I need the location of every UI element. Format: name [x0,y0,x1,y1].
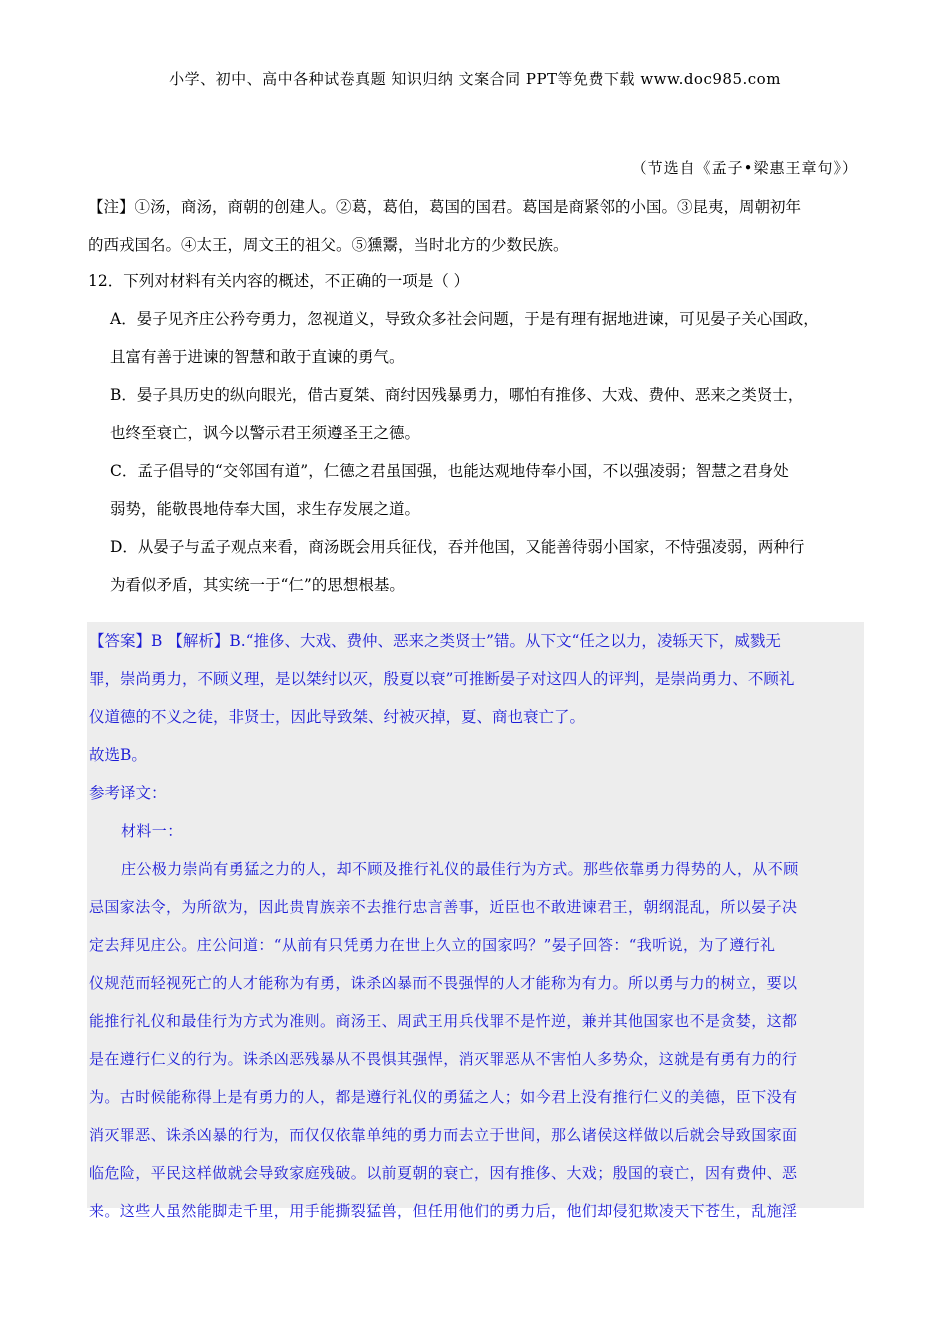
translation-heading: 参考译文： [89,784,167,802]
note-line-1: 【注】①汤，商汤，商朝的创建人。②葛，葛伯，葛国的国君。葛国是商紧邻的小国。③昆夷，周朝初年 [88,198,802,216]
option-b-line-1: B．晏子具历史的纵向眼光，借古夏桀、商纣因残暴勇力，哪怕有推侈、大戏、费仲、恶来之类贤士， [110,386,804,404]
page-header: 小学、初中、高中各种试卷真题 知识归纳 文案合同 PPT等免费下载 www.doc985.com [169,70,781,88]
question-stem: 12．下列对材料有关内容的概述，不正确的一项是（ ） [88,272,470,290]
answer-line: 仪道德的不义之徒，非贤士，因此导致桀、纣被灭掉，夏、商也衰亡了。 [89,708,586,726]
answer-line: 【答案】B 【解析】B.“推侈、大戏、费仲、恶来之类贤士”错。从下文“任之以力，凌轹天下，威戮无 [89,632,781,650]
option-a-line-2: 且富有善于进谏的智慧和敢于直谏的勇气。 [110,348,405,366]
translation-line: 为。古时候能称得上是有勇力的人，都是遵行礼仪的勇猛之人；如今君上没有推行仁义的美德，臣下没有 [89,1088,798,1106]
option-d-line-2: 为看似矛盾，其实统一于“仁”的思想根基。 [110,576,405,594]
material-title: 材料一： [121,822,183,840]
translation-line: 定去拜见庄公。庄公问道：“从前有只凭勇力在世上久立的国家吗？”晏子回答：“我听说，为了遵行礼 [89,936,776,954]
source-citation: （节选自《孟子•梁惠王章句》） [631,159,858,177]
option-b [88,376,878,452]
translation-line: 消灭罪恶、诛杀凶暴的行为，而仅仅依靠单纯的勇力而去立于世间，那么诸侯这样做以后就会导致国家面 [89,1126,798,1144]
translation-line: 能推行礼仪和最佳行为方式为准则。商汤王、周武王用兵伐罪不是忤逆，兼并其他国家也不是贪婪，这都 [89,1012,798,1030]
translation-line: 来。这些人虽然能脚走千里，用手能撕裂猛兽，但任用他们的勇力后，他们却侵犯欺凌天下苍生，乱施淫 [89,1202,798,1220]
option-b-line-2: 也终至衰亡，讽今以警示君王须遵圣王之德。 [110,424,421,442]
note-line-2: 的西戎国名。④太王，周文王的祖父。⑤獯鬻，当时北方的少数民族。 [88,236,569,254]
answer-line: 罪，崇尚勇力，不顾义理，是以桀纣以灭，殷夏以衰”可推断晏子对这四人的评判，是崇尚勇力、不顾礼 [89,670,795,688]
translation-line: 临危险，平民这样做就会导致家庭残破。以前夏朝的衰亡，因有推侈、大戏；殷国的衰亡，因有费仲、恶 [89,1164,798,1182]
translation-line: 是在遵行仁义的行为。诛杀凶恶残暴从不畏惧其强悍，消灭罪恶从不害怕人多势众，这就是有勇有力的行 [89,1050,798,1068]
option-d-line-1: D．从晏子与孟子观点来看，商汤既会用兵征伐，吞并他国，又能善待弱小国家，不恃强凌弱，两种行 [110,538,805,556]
option-a-line-1: A．晏子见齐庄公矜夸勇力，忽视道义，导致众多社会问题，于是有理有据地进谏，可见晏子关心国政， [110,310,819,328]
annotation-note [88,188,868,264]
option-c-line-2: 弱势，能敬畏地侍奉大国，求生存发展之道。 [110,500,421,518]
translation-line: 仪规范而轻视死亡的人才能称为有勇，诛杀凶暴而不畏强悍的人才能称为有力。所以勇与力的树立，要以 [89,974,798,992]
option-d [88,528,878,604]
question-12 [88,262,878,604]
option-c-line-1: C．孟子倡导的“交邻国有道”，仁德之君虽国强，也能达观地侍奉小国，不以强凌弱；智慧之君身处 [110,462,789,480]
translation-line: 忌国家法令，为所欲为，因此贵胄族亲不去推行忠言善事，近臣也不敢进谏君王，朝纲混乱，所以晏子决 [89,898,798,916]
option-a [88,300,878,376]
answer-conclusion: 故选B。 [89,746,147,764]
option-c [88,452,878,528]
answer-explanation-box [87,622,864,1220]
translation-line: 庄公极力崇尚有勇猛之力的人，却不顾及推行礼仪的最佳行为方式。那些依靠勇力得势的人，从不顾 [121,860,799,878]
